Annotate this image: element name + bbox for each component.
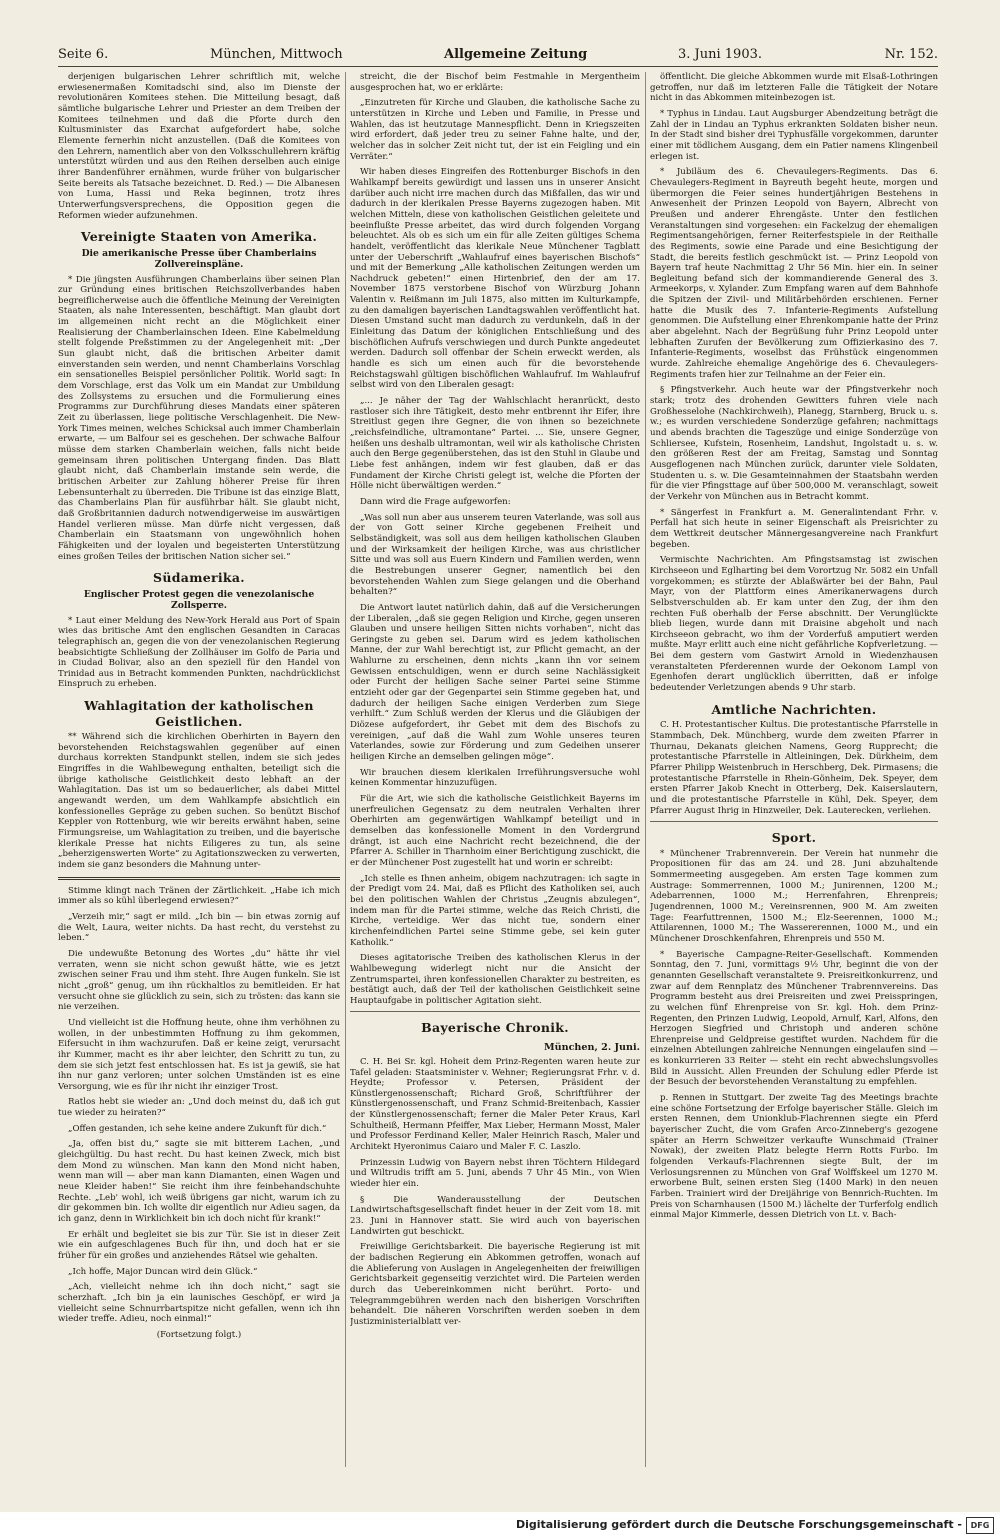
section-heading: Vereinigte Staaten von Amerika.	[80, 229, 318, 245]
issue-number: Nr. 152.	[884, 47, 938, 62]
novel-paragraph: „Offen gestanden, ich sehe keine andere Zukunft für dich.“	[68, 1123, 327, 1134]
dateline: München, 2. Juni.	[544, 1041, 640, 1053]
dfg-logo: DFG	[966, 1517, 994, 1534]
column-rule	[345, 72, 346, 1467]
article-paragraph: * Die jüngsten Ausführungen Chamberlains über seinen Plan zur Gründung eines britischen Reichszollverbandes haben begreiflicherweise auch die öffentliche Meinung der Vereinigten Staaten, als nahe Interessenten, beschäftigt. Man glaubt dort im allgemeinen nicht recht an die Möglichkeit einer Realisierung der Chamberlainschen Ideen. Eine Kabelmeldung stellt folgende Preßstimmen zu der Angelegenheit mit: „Der Sun glaubt nicht, daß die britischen Arbeiter damit einverstanden sein werden, und nennt Chamberlains Vorschlag ein sensationelles Beispiel persönlicher Politik. World sagt: In dem Vorschlage, erst das Volk um ein Mandat zur Umbildung des Zollsystems zu ersuchen und die Formulierung eines Programms zur Durchführung dieses Mandats einer späteren Zeit zu überlassen, liege politische Verschlagenheit. Die New-York Times meinen, welches Schicksal auch immer Chamberlain erwarte, — um Balfour sei es geschehen. Der schwache Balfour müsse dem starken Chamberlain weichen, falls nicht beide gemeinsam ihren politischen Untergang finden. Das Blatt glaubt nicht, daß Chamberlain imstande sein werde, die britischen Arbeiter zur Zahlung höherer Preise für ihren Lebensunterhalt zu überreden. Die Tribune ist das einzige Blatt, das Chamberlains Plan für ausführbar hält. Sie glaubt nicht, daß Großbritannien dadurch notwendigerweise im auswärtigen Handel verlieren müsse. Man dürfe nicht vergessen, daß Chamberlain ein Staatsmann von ungewöhnlich hohen Fähigkeiten und der loyalen und begeisterten Unterstützung eines großen Teiles der britischen Nation sicher sei.“	[58, 274, 340, 562]
novel-paragraph: „Verzeih mir,“ sagt er mild. „Ich bin — bin etwas zornig auf die Welt, Laura, weiter nichts. Da hast recht, du verstehst zu leben.“	[58, 911, 340, 944]
masthead	[58, 44, 938, 67]
article-paragraph: Wir haben dieses Eingreifen des Rottenburger Bischofs in den Wahlkampf bereits gewürdigt und lassen uns in unserer Ansicht darüber auch nicht irre machen durch das Mißfallen, das wir und dadurch in der klerikalen Presse Bayerns zugezogen haben. Mit welchen Mitteln, diese von katholischen Geistlichen geleitete und beeinflußte Presse arbeitet, das wird durch folgenden Vorgang beleuchtet. Als ob es sich um ein für alle Zeiten gültiges Schema handelt, veröffentlicht das klerikale Neue Münchener Tagblatt unter der Ueberschrift „Wahlaufruf eines bayerischen Bischofs“ und mit der Bemerkung „Alle katholischen Zeitungen werden um Nachdruck gebeten!“ einen Hirtenbrief, den der am 17. November 1875 verstorbene Bischof von Würzburg Johann Valentin v. Reißmann im Juli 1875, also mitten im Kulturkampfe, zu den damaligen bayerischen Landtagswahlen veröffentlicht hat. Diesen Umstand sucht man dadurch zu verdunkeln, daß in der Einleitung das Datum der königlichen Entschließung und des bischöflichen Aufrufs verschwiegen und durch Punkte angedeutet werden. Dadurch soll offenbar der Schein erweckt werden, als handle es sich um einen auch für die bevorstehende Reichstagswahl gültigen bischöflichen Wahlaufruf. Im Wahlaufruf selbst wird von den Liberalen gesagt:	[350, 167, 640, 391]
article-paragraph: „Einzutreten für Kirche und Glauben, die katholische Sache zu unterstützen in Kirche und Leben und Familie, in Presse und Wahlen, das ist heutzutage Mannespflicht. Denn in Kriegszeiten wird erfordert, daß jeder treu zu seiner Fahne halte, und der, welcher das in solcher Zeit nicht tut, der ist ein Feigling und ein Verräter.“	[350, 98, 640, 162]
article-paragraph: * Sängerfest in Frankfurt a. M. Generalintendant Frhr. v. Perfall hat sich heute in seiner Eigenschaft als Preisrichter zu dem Wettkreit deutscher Männergesangvereine nach Frankfurt begeben.	[650, 507, 938, 550]
article-paragraph: § Pfingstverkehr. Auch heute war der Pfingstverkehr noch stark; trotz des drohenden Gewitters fuhren viele nach Großhesselohe (Nachkirchweih), Planegg, Starnberg, Bruck u. s. w.; es wurden verschiedene Sonderzüge gefahren; nachmittags und abends brachten die Tageszüge und einige Sonderzüge von Schliersee, Kufstein, Rosenheim, Landshut, Ingolstadt u. s. w. den größeren Rest der am Freitag, Samstag und Sonntag Ausgeflogenen nach München zurück, darunter viele Soldaten, Studenten u. s. w. Die Gesamteinnahmen der Staatsbahn werden für die vier Pfingsttage auf über 500,000 M. veranschlagt, soweit der Verkehr von München aus in Betracht kommt.	[650, 385, 938, 502]
section-separator	[650, 821, 938, 822]
issue-date: 3. Juni 1903.	[678, 47, 762, 62]
page-number: Seite 6.	[58, 47, 109, 62]
column-rule	[645, 72, 646, 1467]
article-paragraph: „Ich stelle es Ihnen anheim, obigem nachzutragen: ich sagte in der Predigt vom 24. Mai, daß es Pflicht des Katholiken sei, auch bei den politischen Wahlen der Christus „Zeugnis abzulegen“, indem man für die Partei stimme, welche das Reich Christi, die Kirche, verteidige. Wer das nicht tue, sondern einer kirchenfeindlichen Partei seine Stimme gebe, sei kein guter Katholik.“	[350, 873, 640, 948]
section-heading: Südamerika.	[153, 570, 245, 586]
article-paragraph: „Was soll nun aber aus unserem teuren Vaterlande, was soll aus der von Gott seiner Kirche gegebenen Freiheit und Selbständigkeit, was soll aus dem heiligen katholischen Glauben und der Wirksamkeit der heiligen Kirche, was aus christlicher Sitte und was soll aus Euern Kindern und Familien werden, wenn die Bestrebungen unserer Gegner, namentlich bei den bevorstehenden Wahlen zum Siege gelangen und die Oberhand behalten?“	[350, 512, 640, 598]
article-paragraph: * Bayerische Campagne-Reiter-Gesellschaft. Kommenden Sonntag, den 7. Juni, vormittags 9½ Uhr, beginnt die von der genannten Gesellschaft veranstaltete 9. Preisreitkonkurrenz, und zwar auf dem Rennplatz des Münchener Trabrennvereins. Das Programm besteht aus drei Preisreiten und zwei Preisspringen, zu welchen fünf Ehrenpreise von Sr. kgl. Hoh. dem Prinz-Regenten, den Prinzen Ludwig, Leopold, Arnulf, Karl, Alfons, den Herzogen Siegfried und Christoph und anderen schöne Ehrenpreise und Geldpreise gestiftet wurden. Nachdem für die einzelnen Abteilungen zahlreiche Nennungen eingelaufen sind — es konkurrieren 33 Reiter — steht ein recht abwechslungsvolles Bild in Aussicht. Allen Freunden der Schulung edler Pferde ist der Besuch der bevorstehenden Veranstaltung zu empfehlen.	[650, 949, 938, 1088]
article-paragraph: * Typhus in Lindau. Laut Augsburger Abendzeitung beträgt die Zahl der in Lindau an Typhus erkrankten Soldaten bisher neun. In der Stadt sind bisher drei Typhusfälle vorgekommen, darunter einer mit tödlichem Ausgang, dem ein Patier namens Klingenbeil erlegen ist.	[650, 108, 938, 162]
section-separator	[350, 1011, 640, 1012]
novel-paragraph: „Ach, vielleicht nehme ich ihn doch nicht,“ sagt sie scherzhaft. „Ich bin ja ein launisches Geschöpf, er wird ja vielleicht seine Schnurrbartspitze nicht gefallen, wenn ich ihn wieder treffe. Adieu, noch einmal!“	[58, 1282, 340, 1325]
newspaper-title: Allgemeine Zeitung	[444, 47, 588, 62]
article-paragraph: * Laut einer Meldung des New-York Herald aus Port of Spain wies das britische Amt den englischen Gesandten in Caracas telegraphisch an, gegen die von der venezolanischen Regierung beabsichtigte Schließung der Zollhäuser im Golfo de Paria und in Ciudad Bolivar, also an den speziell für den Handel von Trinidad aus in Betracht kommenden Punkten, nachdrücklichst Einspruch zu erheben.	[58, 615, 340, 690]
section-heading: Wahlagitation der katholischen Geistlichen.	[84, 698, 314, 729]
place-day: München, Mittwoch	[210, 47, 343, 62]
novel-paragraph: Ratlos hebt sie wieder an: „Und doch meinst du, daß ich gut tue wieder zu heiraten?“	[58, 1097, 340, 1119]
article-paragraph: § Die Wanderausstellung der Deutschen Landwirtschaftsgesellschaft findet heuer in der Zeit vom 18. mit 23. Juni in Hannover statt. Sie wird auch von bayerischen Landwirten gut beschickt.	[350, 1194, 640, 1237]
article-paragraph: p. Rennen in Stuttgart. Der zweite Tag des Meetings brachte eine schöne Fortsetzung der Erfolge bayerischer Ställe. Gleich im ersten Rennen, dem Unionklub-Flachrennen siegte ein Pferd bayerischer Zucht, die vom Grafen Arco-Zinneberg's gezogene später an Herrn Schweitzer verkaufte Wunschmaid (Trainer Nowak), der zweiten Platz belegte Herrn Rotts Furbo. Im folgenden Verkaufs-Flachrennen siegte Bult, der im Verlosungsrennen zu München von Graf Wolffskeel um 1270 M. erworbene Bult, seinen ersten Sieg (1400 Mark) in den neuen Farben. Trainiert wird der Dreijährige von Bennrich-Ruchten. Im Preis von Scharnhausen (1500 M.) lächelte der Turferfolg endlich einmal Major Kimmerle, dessen Dietrich von Lt. v. Bach-	[650, 1093, 938, 1221]
article-paragraph: „... Je näher der Tag der Wahlschlacht heranrückt, desto rastloser sich ihre Tätigkeit, desto mehr entbrennt ihr Eifer, ihre Streitlust gegen ihre Gegner, die von ihnen so bezeichnete „reichsfeindliche, ultramontane“ Partei. ... Sie, unsere Gegner, heißen uns deshalb ultramontan, weil wir als katholische Christen auch den Berge gegenüberstehen, das ist den Stuhl in Glaube und Liebe fest anhängen, indem wir fest glauben, daß er das Fundament der Kirche Christi gelegt ist, welche die Pforten der Hölle nicht überwältigen werden.“	[350, 396, 640, 492]
article-paragraph: Wir brauchen diesem klerikalen Irreführungsversuche wohl keinen Kommentar hinzuzufügen.	[350, 767, 640, 789]
section-heading: Bayerische Chronik.	[421, 1020, 569, 1036]
column-1	[58, 72, 340, 1467]
article-paragraph: Dann wird die Frage aufgeworfen:	[360, 496, 511, 507]
article-paragraph: derjenigen bulgarischen Lehrer schriftlich mit, welche erwiesenermaßen Komitadschi sind, also im Dienste der revolutionären Komitees stehen. Die Mitteilung besagt, daß sämtliche bulgarische Lehrer und Priester an dem Treiben der Komitees teilnehmen und daß die Pforte durch den Kultusminister das Exarchat aufgefordert habe, solche Elemente fernerhin nicht anzustellen. (Daß die Komitees von den Lehrern, namentlich aber von den Volksschullehrern kräftig unterstützt würden und aus den Reihen derselben auch einige ihrer Bandenführer ernähmen, wurde früher von bulgarischer Seite bereits als Tatsache bezeichnet. D. Red.) — Die Albanesen von Luma, Hassi und Reka beginnen, trotz ihres Unterwerfungsversprechens, die Opposition gegen die Reformen wieder aufzunehmen.	[58, 72, 340, 221]
article-paragraph: Freiwillige Gerichtsbarkeit. Die bayerische Regierung ist mit der badischen Regierung ein Abkommen getroffen, wonach auf die Ablieferung von Auslagen in Angelegenheiten der freiwilligen Gerichtsbarkeit gegenseitig verzichtet wird. Die Parteien werden durch das Uebereinkommen nicht berührt. Porto- und Telegrammgebühren werden nach den bisherigen Vorschriften behandelt. Die näheren Vorschriften werden soeben in dem Justizministerialblatt ver-	[350, 1242, 640, 1327]
article-paragraph: C. H. Protestantischer Kultus. Die protestantische Pfarrstelle in Stammbach, Dek. Münchberg, wurde dem zweiten Pfarrer in Thurnau, Dekanats gleichen Namens, Georg Rupprecht; die protestantische Pfarrstelle in Altleiningen, Dek. Dürkheim, dem Pfarrer Philipp Weistenbruch in Herschberg, Dek. Pirmasens; die protestantische Pfarrstelle in Rhein-Gönheim, Dek. Speyer, dem ersten Pfarrer Jakob Knecht in Otterberg, Dek. Kaiserslautern, und die protestantische Pfarrstelle in Kühl, Dek. Speyer, dem Pfarrer August Ihrig in Hinzweiler, Dek. Lauterecken, verliehen.	[650, 720, 938, 816]
continuation-note: (Fortsetzung folgt.)	[156, 1329, 242, 1340]
footer-credit: Digitalisierung gefördert durch die Deutsche Forschungsgemeinschaft -	[515, 1518, 962, 1531]
article-paragraph: ** Während sich die kirchlichen Oberhirten in Bayern den bevorstehenden Reichstagswahlen gegenüber auf einen durchaus korrekten Standpunkt stellen, indem sie sich jedes Eingriffes in die Wahlbewegung enthalten, beteiligt sich die übrige katholische Geistlichkeit desto lebhaft an der Wahlagitation. Das ist um so bedauerlicher, als dabei Mittel angewandt werden, um dem Wahlkampfe absichtlich ein konfessionelles Gepräge zu geben suchen. So benützt Bischof Keppler von Rottenburg, wie wir bereits erwähnt haben, seine Firmungsreise, um Wahlagitation zu treiben, und die bayerische klerikale Presse hat nichts Eiligeres zu tun, als seine „beherzigenswerten Worte“ zu Agitationszwecken zu verwerten, indem sie ganz besonders die Mahnung unter-	[58, 732, 340, 870]
article-heading: Die amerikanische Presse über Chamberlains Zollvereinspläne.	[81, 247, 317, 271]
novel-paragraph: Er erhält und begleitet sie bis zur Tür. Sie ist in dieser Zeit wie ein aufgeschlagenes Buch für ihn, und doch hat er sie früher für ein großes und anziehendes Rätsel wie gehalten.	[58, 1229, 340, 1261]
article-paragraph: * Münchener Trabrennverein. Der Verein hat nunmehr die Propositionen für das am 24. und 28. Juni abzuhaltende Sommermeeting ausgegeben. Am ersten Tage kommen zum Austrage: Sommerrennen, 1000 M.; Junirennen, 1200 M.; Adebarrennen, 1000 M.; Herrenfahren, Ehrenpreis; Jugendrennen, 1000 M.; Vereinsrennen, 900 M. Am zweiten Tage: Fearfuttrennen, 1500 M.; Elz-Seerennen, 1000 M.; Attilarennen, 1000 M.; The Wassererennen, 1000 M., und ein Münchener Droschkenfahren, Ehrenpreis und 550 M.	[650, 848, 938, 944]
novel-paragraph: Die undewußte Betonung des Wortes „du“ hätte ihr viel verraten, wenn sie nicht schon gewußt hätte, wie es jetzt zwischen seiner Frau und ihm steht. Ihre Augen funkeln. Sie ist nicht „groß“ genug, um ihn rückhaltlos zu bemitleiden. Er hat versucht ohne sie glücklich zu sein, sich zu trösten: das kann sie nie verzeihen.	[58, 948, 340, 1013]
article-heading: Englischer Protest gegen die venezolanische Zollsperre.	[83, 588, 315, 612]
novel-paragraph: „Ja, offen bist du,“ sagte sie mit bitterem Lachen, „und gleichgültig. Du hast recht. Du hast keinen Zweck, mich bist dem Mond zu wünschen. Man kann den Mond nicht haben, wenn man will — aber man kann Diamanten, einen Wagen und neue Kleider haben!“ Sie reicht ihm ihre feinbehandschuhte Rechte. „Leb' wohl, ich weiß übrigens gar nicht, warum ich zu dir gekommen bin. Ich wollte dir eigentlich nur Adieu sagen, da ich ganz, denn in Wirklichkeit bin ich doch nicht für krank!“	[58, 1139, 340, 1225]
novel-paragraph: Und vielleicht ist die Hoffnung heute, ohne ihm verhöhnen zu wollen, in der unbestimmten Hoffnung zu ihm gekommen, Eifersucht in ihm wachzurufen. Daß er keine zeigt, verursacht ihr Kummer, macht es ihr aber leichter, den Schritt zu tun, zu dem sie sich jetzt fest entschlossen hat. Es ist ja gewiß, sie hat ihn nur ganz verloren; unter solchen Umständen ist es eine Versorgung, wie es für ihr nicht ihr einziger Trost.	[58, 1017, 340, 1092]
column-2	[350, 72, 640, 1467]
digitization-footer	[0, 1512, 1000, 1538]
article-paragraph: * Jubiläum des 6. Chevaulegers-Regiments. Das 6. Chevaulegers-Regiment in Bayreuth begeht heute, morgen und übermorgen die Feier seines hundertjährigen Bestehens in Anwesenheit der Prinzen Leopold von Bayern, Albrecht von Preußen und anderer Ehrengäste. Unter den festlichen Veranstaltungen sind vorgesehen: ein Fackelzug der ehemaligen Regimentsangehörigen, ferner Reiterfestspiele in der Reithalle des Regiments, sowie eine Parade und eine Besichtigung der Stadt, die bereits festlich geschmückt ist. — Prinz Leopold von Bayern traf heute Nachmittag 2 Uhr 56 Min. hier ein. In seiner Begleitung befand sich der kommandierende General des 3. Armeekorps, v. Xylander. Zum Empfang waren auf dem Bahnhofe die Spitzen der Zivil- und Militärbehörden erschienen. Ferner hatte die Musik des 7. Infanterie-Regiments Aufstellung genommen. Die Aufstellung einer Ehrenkompanie hatte der Prinz aber abgelehnt. Nach der Begrüßung fuhr Prinz Leopold unter lebhaften Zurufen der Bevölkerung zum Offizierkasino des 7. Infanterie-Regiments, woselbst das Frühstück eingenommen wurde. Zahlreiche ehemalige Angehörige des 6. Chevaulegers-Regiments trafen hier zur Teilnahme an der Feier ein.	[650, 167, 938, 380]
column-3	[650, 72, 938, 1467]
section-heading: Amtliche Nachrichten.	[711, 701, 877, 717]
feuilleton-divider	[58, 877, 340, 880]
article-paragraph: Für die Art, wie sich die katholische Geistlichkeit Bayerns im unerfreulichen Gegensatz zu dem neutralen Verhalten ihrer Oberhirten am gegenwärtigen Wahlkampf beteiligt und in demselben das konfessionelle Moment in den Vordergrund drängt, ist auch eine Nachricht recht bezeichnend, die der Pfarrer A. Schiller in Tharnhoim einer Berichtigung zuschickt, die er der Münchener Post zugestellt hat und worin er schreibt:	[350, 794, 640, 868]
section-heading: Sport.	[771, 830, 817, 846]
novel-paragraph: Stimme klingt nach Tränen der Zärtlichkeit. „Habe ich mich immer als so kühl überlegend erwiesen?“	[58, 885, 340, 907]
article-paragraph: Prinzessin Ludwig von Bayern nebst ihren Töchtern Hildegard und Wiltrudis trifft am 5. Juni, abends 7 Uhr 45 Min., von Wien wieder hier ein.	[350, 1157, 640, 1190]
article-paragraph: streicht, die der Bischof beim Festmahle in Mergentheim ausgesprochen hat, wo er erklärte:	[350, 72, 640, 93]
article-paragraph: Vermischte Nachrichten. Am Pfingstsamstag ist zwischen Kirchseeon und Eglharting bei dem Vorortzug Nr. 5082 ein Unfall vorgekommen; es stürzte der Ablaßwärter bei der Bahn, Paul Mayr, von der Plattform eines Amerikanerwagens durch Selbstverschulden ab. Er kam unter den Zug, der ihm den rechten Fuß oberhalb der Ferse abschnitt. Der Verunglückte blieb liegen, wurde dann mit Draisine abgeholt und nach Kirchseeon gebracht, wo ihm der Vorderfuß amputiert werden mußte. Mayr erlitt auch eine nicht gefährliche Kopfverletzung. — Bei dem gestern vom Gastwirt Arnold in Wiedenzhausen veranstalteten Pferderennen wurde der Oekonom Lampl von Egenhofen derart unglücklich überritten, daß er infolge bedeutender Verletzungen abends 9 Uhr starb.	[650, 555, 938, 694]
article-paragraph: Dieses agitatorische Treiben des katholischen Klerus in der Wahlbewegung widerlegt nicht nur die Ansicht der Zentrumspartei, ihren konfessionellen Charakter zu bestreiten, es bestätigt auch, daß der Teil der katholischen Geistlichkeit seine Hauptaufgabe in politischer Agitation sieht.	[350, 953, 640, 1006]
novel-paragraph: „Ich hoffe, Major Duncan wird dein Glück.“	[68, 1266, 258, 1277]
article-paragraph: C. H. Bei Sr. kgl. Hoheit dem Prinz-Regenten waren heute zur Tafel geladen: Staatsminister v. Wehner; Regierungsrat Frhr. v. d. Heydte; Professor v. Petersen, Präsident der Künstlergenossenschaft; Richard Groß, Schriftführer der Künstlergenossenschaft, und Franz Schmid-Breitenbach, Kassier der Künstlergenossenschaft; ferner die Maler Peter Kraus, Karl Schultheiß, Hermann Pfeiffer, Max Lieber, Hermann Mosst, Maler und Professor Ferdinand Keller, Maler Heinrich Rasch, Maler und Architekt Hyeronimus Caiaro und Maler F. C. Laszlo.	[350, 1056, 640, 1153]
article-paragraph: öffentlicht. Die gleiche Abkommen wurde mit Elsaß-Lothringen getroffen, nur daß im letzteren Falle die Tätigkeit der Notare nicht in das Abkommen miteinbezogen ist.	[650, 72, 938, 104]
article-paragraph: Die Antwort lautet natürlich dahin, daß auf die Versicherungen der Liberalen, „daß sie gegen Religion und Kirche, gegen unseren Glauben und unsere heiligen Sitten nichts vorhaben“, nicht das Geringste zu geben sei. Darum wird es jedem katholischen Manne, der zur Wahl berechtigt ist, zur Pflicht gemacht, an der Wahlurne zu erscheinen, denn nichts „kann ihn vor seinem Gewissen entschuldigen, wenn er durch seine Nachlässigkeit oder Furcht der heiligen Sache seiner Partei seine Stimme entzieht oder gar der Gegenpartei sein Stimme gegeben hat, und dadurch der heiligen Sache einigen Verderben zum Siege verhilft.“ Zum Schluß werden der Klerus und die Gläubigen der Diözese aufgefordert, ihr Gebet mit dem des Bischofs zu vereinigen, „auf daß die Wahl zum Wohle unseres teuren Vaterlandes, sowie zur Förderung und zum Gedeihen unserer heiligen Kirche an demselben gelingen möge“.	[350, 602, 640, 763]
